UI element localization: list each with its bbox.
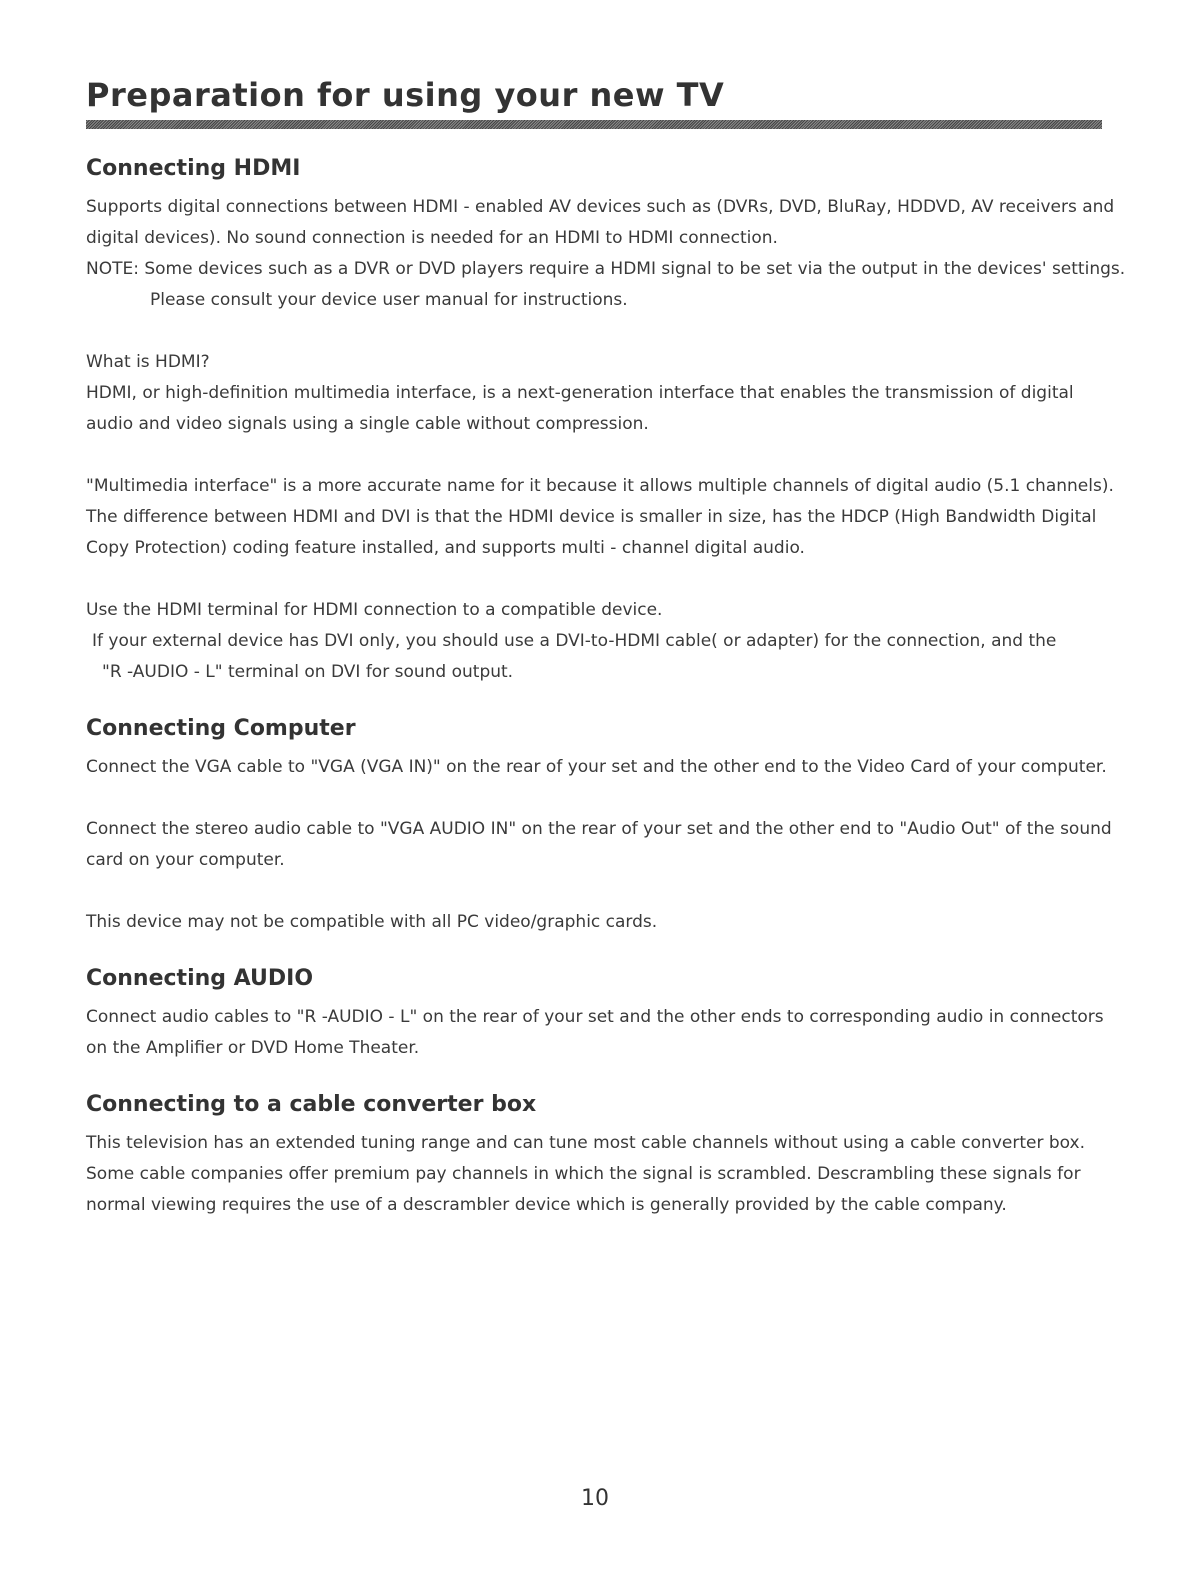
section-computer: [86, 712, 1126, 938]
section-heading-computer: Connecting Computer: [86, 716, 356, 741]
section-cable: [86, 1088, 1126, 1221]
section-heading-audio: Connecting AUDIO: [86, 966, 314, 991]
computer-audio: Connect the stereo audio cable to "VGA AUDIO IN" on the rear of your set and the other end to "Audio Out" of the sound card on your computer.: [86, 819, 1112, 870]
hdmi-note: NOTE: Some devices such as a DVR or DVD players require a HDMI signal to be set via the output in the devices' settings. Please consult your device user manual for instructions.: [86, 259, 1126, 310]
hdmi-intro: Supports digital connections between HDMI - enabled AV devices such as (DVRs, DVD, BluRay, HDDVD, AV receivers and digital devices). No sound connection is needed for an HDMI to HDMI connection.: [86, 197, 1115, 248]
section-hdmi: [86, 152, 1126, 688]
section-heading-cable: Connecting to a cable converter box: [86, 1092, 537, 1117]
hdmi-question: What is HDMI?: [86, 352, 210, 372]
hdmi-use-terminal: Use the HDMI terminal for HDMI connection to a compatible device.: [86, 600, 663, 620]
hdmi-definition: HDMI, or high-definition multimedia interface, is a next-generation interface that enables the transmission of digital audio and video signals using a single cable without compression.: [86, 383, 1074, 434]
cable-body: This television has an extended tuning range and can tune most cable channels without using a cable converter box. Some cable companies offer premium pay channels in which the signal is scrambled. Descrambling these signals for normal viewing requires the use of a descrambler device which is generally provided by the cable company.: [86, 1133, 1085, 1215]
title-underline: [86, 120, 1102, 129]
section-audio: [86, 962, 1126, 1064]
hdmi-dvi-line-1: If your external device has DVI only, you should use a DVI-to-HDMI cable( or adapter) for the connection, and the: [92, 631, 1057, 651]
computer-vga: Connect the VGA cable to "VGA (VGA IN)" on the rear of your set and the other end to the Video Card of your computer.: [86, 757, 1107, 777]
hdmi-dvi-line-2: "R -AUDIO - L" terminal on DVI for sound output.: [102, 662, 514, 682]
page-content: [86, 152, 1126, 1221]
computer-compat: This device may not be compatible with all PC video/graphic cards.: [86, 912, 658, 932]
audio-body: Connect audio cables to "R -AUDIO - L" on the rear of your set and the other ends to corresponding audio in connectors on the Amplifier or DVD Home Theater.: [86, 1007, 1104, 1058]
page-number: 10: [581, 1486, 609, 1511]
hdmi-multimedia: "Multimedia interface" is a more accurate name for it because it allows multiple channels of digital audio (5.1 channels). The difference between HDMI and DVI is that the HDMI device is smaller in size, has the HDCP (High Bandwidth Digital Copy Protection) coding feature installed, and supports multi - channel digital audio.: [86, 476, 1114, 558]
page-title: Preparation for using your new TV: [86, 76, 725, 114]
section-heading-hdmi: Connecting HDMI: [86, 156, 301, 181]
